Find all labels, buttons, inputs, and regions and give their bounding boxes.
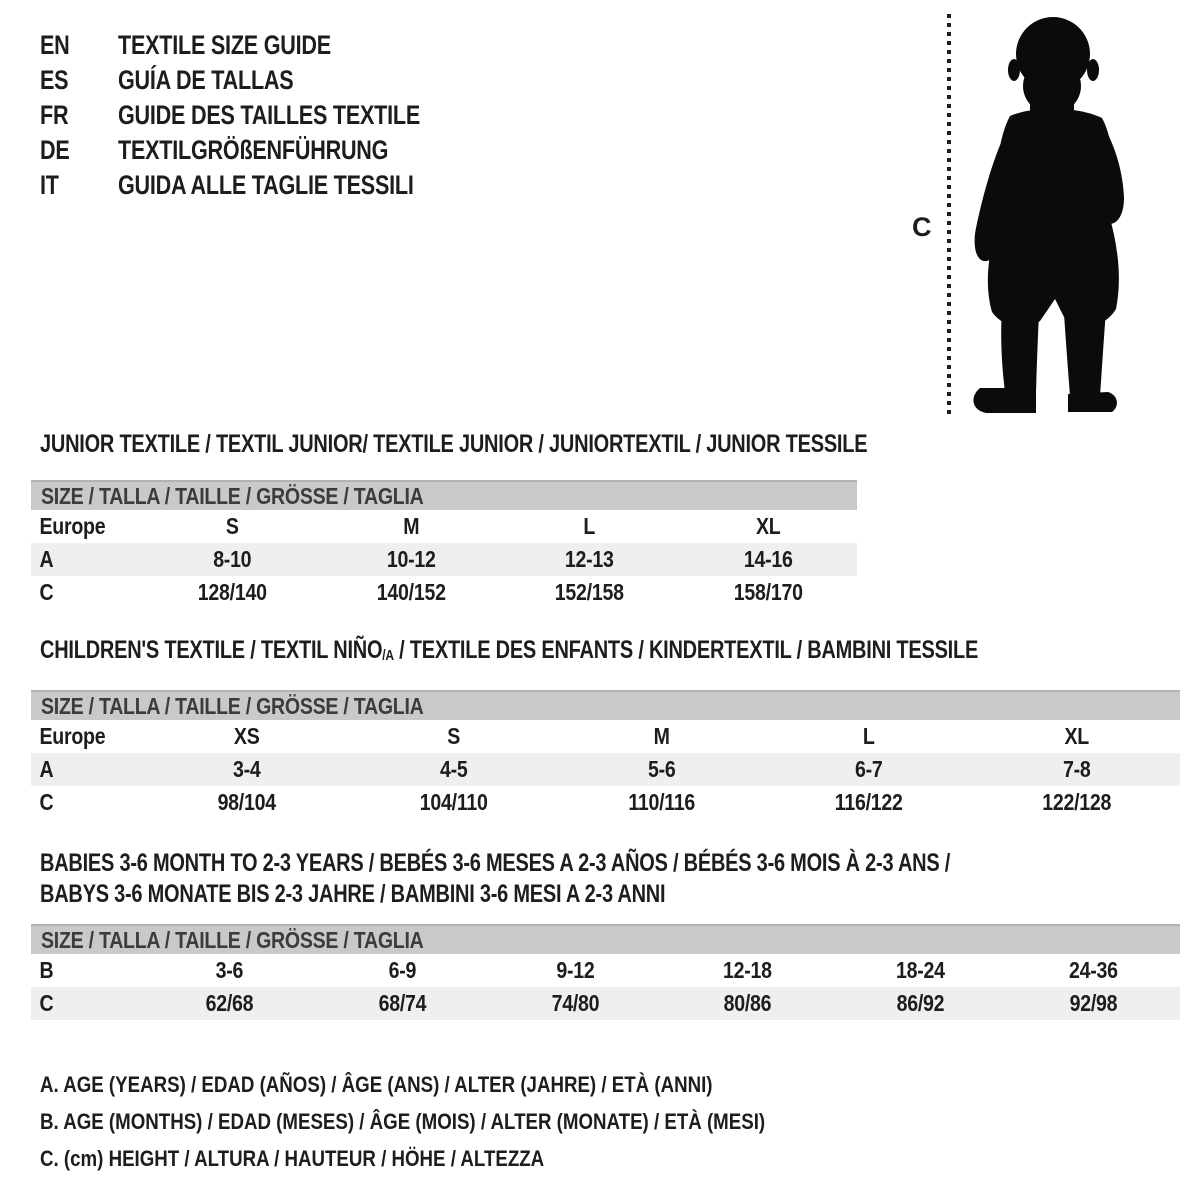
size-value: S	[447, 723, 461, 749]
row-label: A	[39, 756, 54, 782]
size-value: M	[653, 723, 670, 749]
lang-code-es: ES	[40, 65, 69, 95]
age-value: 14-16	[743, 546, 793, 572]
lang-row-it	[40, 168, 496, 203]
age-value: 5-6	[647, 756, 676, 782]
table-row-height	[31, 786, 1180, 819]
age-value: 10-12	[386, 546, 436, 572]
age-value: 6-9	[388, 957, 416, 983]
table-row-age-months	[31, 954, 1180, 987]
junior-size-table	[31, 480, 857, 609]
row-label: C	[39, 990, 54, 1016]
lang-row-de	[40, 133, 496, 168]
age-value: 12-18	[723, 957, 773, 983]
age-value: 18-24	[896, 957, 946, 983]
height-value: 86/92	[896, 990, 945, 1016]
size-header-row	[31, 690, 1180, 720]
height-measure-label: C	[912, 212, 932, 242]
table-row-europe	[31, 720, 1180, 753]
height-value: 140/152	[376, 579, 446, 605]
height-dashed-line	[947, 14, 951, 416]
height-value: 80/86	[724, 990, 772, 1016]
table-row-height	[31, 576, 857, 609]
age-value: 4-5	[440, 756, 468, 782]
height-value: 128/140	[197, 579, 267, 605]
size-header-label: SIZE / TALLA / TAILLE / GRÖSSE / TAGLIA	[41, 482, 424, 509]
junior-section-title: JUNIOR TEXTILE / TEXTIL JUNIOR/ TEXTILE JUNIOR / JUNIORTEXTIL / JUNIOR TESSILE	[40, 430, 868, 458]
table-row-height	[31, 987, 1180, 1020]
age-value: 3-4	[232, 756, 261, 782]
size-value: XL	[1064, 723, 1089, 749]
row-label: A	[39, 546, 54, 572]
lang-code-it: IT	[40, 170, 59, 200]
height-value: 110/116	[628, 789, 695, 815]
height-value: 104/110	[420, 789, 489, 815]
lang-code-fr: FR	[40, 100, 69, 130]
measure-legend	[40, 1066, 893, 1177]
lang-row-en	[40, 28, 496, 63]
lang-title-de: TEXTILGRÖßENFÜHRUNG	[118, 135, 389, 165]
babies-size-table	[31, 924, 1180, 1020]
size-header-row	[31, 480, 857, 510]
age-value: 3-6	[215, 957, 244, 983]
size-header-label: SIZE / TALLA / TAILLE / GRÖSSE / TAGLIA	[41, 926, 424, 953]
table-row-age-years	[31, 543, 857, 576]
height-value: 152/158	[554, 579, 624, 605]
legend-age-months: B. AGE (MONTHS) / EDAD (MESES) / ÂGE (MOIS) / ALTER (MONATE) / ETÀ (MESI)	[40, 1109, 766, 1134]
height-value: 98/104	[217, 789, 276, 815]
age-value: 6-7	[855, 756, 883, 782]
lang-code-en: EN	[40, 30, 70, 60]
height-value: 62/68	[205, 990, 254, 1016]
legend-height-cm: C. (cm) HEIGHT / ALTURA / HAUTEUR / HÖHE / ALTEZZA	[40, 1146, 545, 1171]
legend-age-years: A. AGE (YEARS) / EDAD (AÑOS) / ÂGE (ANS) / ALTER (JAHRE) / ETÀ (ANNI)	[40, 1072, 713, 1097]
height-value: 92/98	[1069, 990, 1118, 1016]
children-size-table	[31, 690, 1180, 819]
age-value: 12-13	[564, 546, 614, 572]
table-row-europe	[31, 510, 857, 543]
size-value: M	[402, 513, 419, 539]
age-value: 24-36	[1069, 957, 1118, 983]
size-value: S	[225, 513, 239, 539]
height-value: 116/122	[835, 789, 903, 815]
nino-a-subscript: /A	[382, 647, 394, 664]
size-value: XS	[233, 723, 260, 749]
row-label: Europe	[39, 723, 106, 749]
babies-section-title: BABIES 3-6 MONTH TO 2-3 YEARS / BEBÉS 3-6 MESES A 2-3 AÑOS / BÉBÉS 3-6 MOIS À 2-3 ANS / BABYS 3-6 MONATE BIS 2-3 JAHRE / BAMBINI 3-6 MESI A 2-3 ANNI	[40, 849, 951, 908]
age-value: 9-12	[556, 957, 595, 983]
row-label: C	[39, 789, 54, 815]
row-label: C	[39, 579, 54, 605]
lang-title-it: GUIDA ALLE TAGLIE TESSILI	[118, 170, 414, 200]
row-label: Europe	[39, 513, 106, 539]
size-header-row	[31, 924, 1180, 954]
lang-title-fr: GUIDE DES TAILLES TEXTILE	[118, 100, 421, 130]
lang-row-es	[40, 63, 496, 98]
size-value: L	[863, 723, 875, 749]
height-value: 158/170	[733, 579, 803, 605]
size-value: L	[583, 513, 596, 539]
height-value: 74/80	[551, 990, 599, 1016]
age-value: 8-10	[213, 546, 252, 572]
size-value: XL	[755, 513, 780, 539]
age-value: 7-8	[1062, 756, 1091, 782]
table-row-age-years	[31, 753, 1180, 786]
height-value: 68/74	[378, 990, 427, 1016]
size-header-label: SIZE / TALLA / TAILLE / GRÖSSE / TAGLIA	[41, 692, 424, 719]
children-section-title: CHILDREN'S TEXTILE / TEXTIL NIÑO/A / TEXTILE DES ENFANTS / KINDERTEXTIL / BAMBINI TESSILE	[40, 636, 979, 664]
height-value: 122/128	[1041, 789, 1111, 815]
toddler-silhouette-icon	[960, 16, 1140, 418]
lang-row-fr	[40, 98, 496, 133]
row-label: B	[39, 957, 54, 983]
lang-title-es: GUÍA DE TALLAS	[118, 65, 294, 95]
lang-title-en: TEXTILE SIZE GUIDE	[118, 30, 331, 60]
language-title-list	[40, 28, 496, 203]
lang-code-de: DE	[40, 135, 70, 165]
